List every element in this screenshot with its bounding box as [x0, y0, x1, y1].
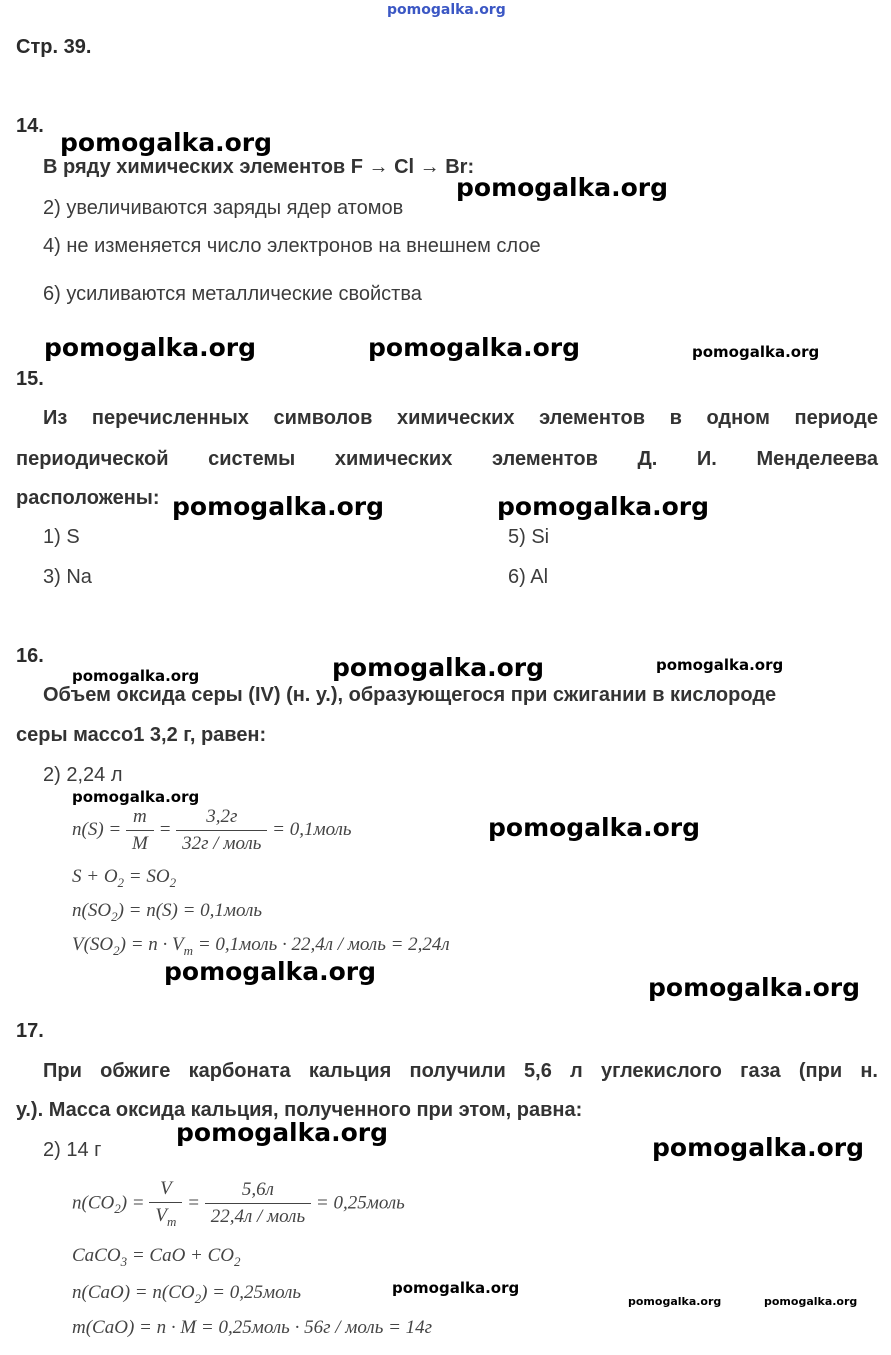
watermark: pomogalka.org	[44, 333, 257, 362]
q17-formula-line-4: m(CaO) = n · M = 0,25моль · 56г / моль = 14г	[72, 1317, 433, 1338]
q16-formula-line-2	[72, 866, 176, 891]
q16-f1-den-1: M	[131, 833, 148, 854]
watermark: pomogalka.org	[60, 128, 273, 157]
q16-f2-sub: 2	[117, 874, 125, 890]
q17-f3-sub: 2	[194, 1290, 202, 1306]
q17-formula-line-2	[72, 1245, 241, 1270]
watermark: pomogalka.org	[332, 653, 545, 682]
watermark: pomogalka.org	[648, 973, 861, 1002]
watermark: pomogalka.org	[392, 1279, 520, 1297]
question-16-line-1: Объем оксида серы (IV) (н. у.), образующегося при сжигании в кислороде	[43, 684, 777, 706]
q17-f1-result: = 0,25моль	[315, 1192, 405, 1214]
question-15-answer-2: 5) Si	[508, 526, 550, 548]
q17-f2-b: = CaO + CO	[127, 1245, 235, 1266]
q17-f1-frac-1	[149, 1178, 182, 1230]
question-16-answer: 2) 2,24 л	[43, 764, 123, 786]
watermark: pomogalka.org	[456, 173, 669, 202]
q17-f1-den-v: V	[155, 1205, 167, 1226]
watermark: pomogalka.org	[488, 813, 701, 842]
question-17-line-1: При обжиге карбоната кальция получили 5,6 л углекислого газа (при н.	[43, 1060, 878, 1082]
watermark: pomogalka.org	[176, 1118, 389, 1147]
q16-f1-frac-2	[176, 806, 267, 855]
watermark: pomogalka.org	[692, 343, 820, 361]
q16-f1-num-2: 3,2г	[176, 806, 267, 831]
q17-f2-a: CaCO	[72, 1245, 121, 1266]
q17-f1-sub: 2	[114, 1201, 121, 1217]
question-15-line-3: расположены:	[16, 487, 160, 509]
q17-f1-b: ) =	[120, 1192, 145, 1214]
q16-f2-sub2: 2	[169, 874, 177, 890]
q16-f2-b: = SO	[124, 866, 170, 887]
q16-f4-a: V(SO	[72, 934, 114, 955]
q17-f1-den-sub: m	[167, 1213, 177, 1229]
question-15-answer-4: 6) Al	[508, 566, 549, 588]
watermark-top: pomogalka.org	[387, 2, 506, 18]
page-label: Стр. 39.	[16, 36, 92, 58]
question-14-answer-3: 6) усиливаются металлические свойства	[43, 283, 422, 305]
q16-f4-sub: 2	[113, 942, 120, 958]
q17-f1-eq: =	[187, 1192, 200, 1214]
q17-formula-line-3	[72, 1282, 301, 1307]
q16-f1-eq: =	[158, 818, 172, 840]
q16-f1-num-1: m	[126, 806, 154, 831]
q16-f1-lhs: n(S) =	[72, 818, 122, 840]
question-14-text: В ряду химических элементов F → Cl → Br:	[43, 156, 475, 178]
watermark: pomogalka.org	[72, 788, 200, 806]
question-17-answer: 2) 14 г	[43, 1139, 102, 1161]
q16-f1-den-2: 32г / моль	[182, 833, 262, 854]
q16-f1-frac-1	[126, 806, 154, 855]
question-14-answer-2: 4) не изменяется число электронов на внешнем слое	[43, 235, 541, 257]
question-17-number: 17.	[16, 1020, 44, 1042]
question-16-number: 16.	[16, 645, 44, 667]
question-14-number: 14.	[16, 115, 44, 137]
q16-f3-b: ) = n(S) = 0,1моль	[117, 900, 263, 921]
watermark: pomogalka.org	[497, 492, 710, 521]
q17-f1-num-1: V	[149, 1178, 182, 1203]
q17-f3-a: n(CaO) = n(CO	[72, 1282, 195, 1303]
watermark: pomogalka.org	[172, 492, 385, 521]
q17-formula-line-1	[72, 1178, 405, 1230]
watermark: pomogalka.org	[764, 1295, 858, 1308]
q16-f4-c: = 0,1моль · 22,4л / моль = 2,24л	[193, 934, 450, 955]
question-15-number: 15.	[16, 368, 44, 390]
question-15-answer-1: 1) S	[43, 526, 80, 548]
q17-f1-den-1	[149, 1203, 182, 1230]
question-14-answer-1: 2) увеличиваются заряды ядер атомов	[43, 197, 404, 219]
q16-f4-b: ) = n · V	[119, 934, 184, 955]
watermark: pomogalka.org	[652, 1133, 865, 1162]
q16-formula-line-3	[72, 900, 262, 925]
q17-f2-sub: 3	[120, 1253, 128, 1269]
q16-f4-sub2: m	[183, 942, 194, 958]
q16-formula-line-1	[72, 806, 352, 855]
watermark: pomogalka.org	[164, 957, 377, 986]
q16-f1-result: = 0,1моль	[272, 818, 352, 840]
q16-f2-a: S + O	[72, 866, 118, 887]
question-15-answer-3: 3) Na	[43, 566, 92, 588]
q17-f3-b: ) = 0,25моль	[201, 1282, 302, 1303]
watermark: pomogalka.org	[628, 1295, 722, 1308]
watermark: pomogalka.org	[368, 333, 581, 362]
q16-f3-sub: 2	[111, 908, 118, 924]
question-15-line-2: периодической системы химических элементов Д. И. Менделеева	[16, 448, 878, 470]
question-17-line-2: у.). Масса оксида кальция, полученного при этом, равна:	[16, 1099, 583, 1121]
q17-f1-frac-2	[205, 1179, 311, 1228]
q17-f1-num-2: 5,6л	[205, 1179, 311, 1204]
question-15-line-1: Из перечисленных символов химических элементов в одном периоде	[43, 407, 878, 429]
q16-f3-a: n(SO	[72, 900, 112, 921]
watermark: pomogalka.org	[656, 656, 784, 674]
q17-f1-den-2: 22,4л / моль	[210, 1206, 306, 1228]
question-16-line-2: серы массо1 3,2 г, равен:	[16, 724, 267, 746]
watermark: pomogalka.org	[72, 667, 200, 685]
q17-f2-sub2: 2	[234, 1253, 241, 1269]
q17-f1-a: n(CO	[72, 1192, 115, 1214]
q16-formula-line-4	[72, 934, 450, 959]
